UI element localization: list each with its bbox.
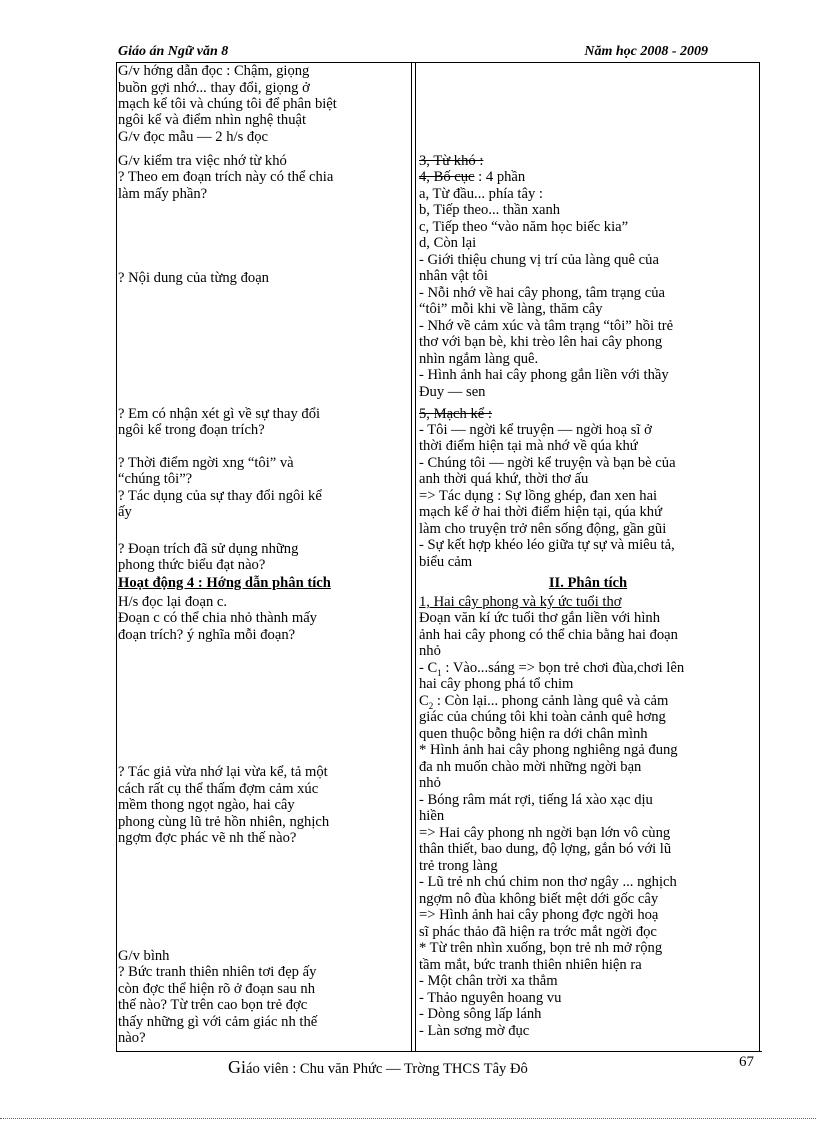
content-line [419,268,488,284]
content-line-text: thơ với bạn bè, khi trèo lên hai cây phong [419,334,663,350]
content-line-text: - Làn sơng mờ đục [419,1023,530,1039]
activity-line-text: “chúng tôi”? [118,471,193,487]
content-line-text: nhìn ngắm làng quê. [419,351,539,367]
content-line [419,759,641,775]
activity-line [118,1014,317,1030]
content-line-text: anh thời quá khứ, thời thơ ấu [419,471,589,487]
activity-line [118,830,296,846]
content-line [419,775,441,791]
activity-line-text: nào? [118,1030,146,1046]
activity-line [118,129,268,145]
page-header [116,44,760,63]
content-line-text: đa nh muốn chào mời những ngời bạn [419,759,642,775]
content-line-text: - Hình ảnh hai cây phong gắn liền với thầy [419,367,669,383]
content-line-tail: : 4 phần [474,169,526,185]
content-line-text: ảnh hai cây phong có thể chia bằng hai đoạn [419,627,678,643]
page-footer [228,1057,528,1078]
content-line-text: 4, Bố cục [419,169,475,185]
content-line [419,202,560,218]
content-line [419,726,648,742]
content-line [419,575,757,591]
activity-line-text: G/v hớng dẫn đọc : Chậm, giọng [118,63,310,79]
activity-line [118,610,317,626]
activity-line-text: G/v đọc mẫu — 2 h/s đọc [118,129,268,145]
content-line [419,186,543,202]
content-line-text: - Nỗi nhớ về hai cây phong, tâm trạng của [419,285,666,301]
content-line [419,940,662,956]
content-line-text: c, Tiếp theo “vào năm học biếc kia” [419,219,629,235]
content-line [419,825,670,841]
page-number: 67 [739,1054,754,1070]
table-divider [411,63,412,1052]
content-line-text: nhỏ [419,775,441,791]
content-line [419,957,642,973]
content-line [419,1023,529,1039]
activity-line-text: ? Tác giả vừa nhớ lại vừa kể, tả một [118,764,328,780]
content-line-text: 3, Từ khó : [419,153,484,169]
activity-line [118,981,315,997]
content-line [419,153,483,169]
activity-line [118,270,269,286]
content-line-text: - Thảo nguyên hoang vu [419,990,562,1006]
activity-line [118,627,295,643]
activity-line-text: phong thức biểu đạt nào? [118,557,266,573]
content-line-text: - Giới thiệu chung vị trí của làng quê của [419,252,659,268]
activity-line [118,764,328,780]
activity-line [118,112,306,128]
content-line-text: thân thiết, bao dung, độ lợng, gắn bó với lũ [419,841,672,857]
activity-line-text: còn đợc thể hiện rõ ở đoạn sau nh [118,981,315,997]
content-line [419,285,665,301]
activity-line [118,797,295,813]
activity-line-text: buồn gợi nhớ... thay đổi, giọng ở [118,80,310,96]
table-divider-inner [415,63,416,1052]
content-line-text: => Hai cây phong nh ngời bạn lớn vô cùng [419,825,671,841]
activity-line [118,997,307,1013]
table-border-right [759,63,760,1052]
activity-line-text: mềm thong ngọt ngào, hai cây [118,797,295,813]
activity-line-text: thế nào? Từ trên cao bọn trẻ đợc [118,997,308,1013]
content-line [419,709,666,725]
activity-line [118,63,309,79]
activity-line-text: ? Tác dụng của sự thay đổi ngôi kể [118,488,322,504]
activity-line-text: đoạn trích? ý nghĩa mỗi đoạn? [118,627,296,643]
content-line [419,1006,541,1022]
activity-line [118,948,169,964]
content-line [419,438,638,454]
content-line [419,874,677,890]
activity-line [118,781,318,797]
page-edge-line [0,1118,816,1119]
activity-line-text: G/v bình [118,948,170,964]
content-line [419,808,444,824]
content-line-text: - Sự kết hợp khéo léo giữa tự sự và miêu tả, [419,537,675,553]
activity-line [118,406,320,422]
content-line [419,219,628,235]
content-line [419,504,662,520]
content-line [419,627,678,643]
activity-line-text: Hoạt động 4 : Hớng dẫn phân tích [118,575,331,591]
content-line [419,235,476,251]
content-line [419,792,653,808]
content-line [419,891,658,907]
content-line [419,384,485,400]
activity-line-text: ? Theo em đoạn trích này có thể chia [118,169,334,185]
activity-line-text: cách rất cụ thể thấm đợm cảm xúc [118,781,319,797]
activity-line [118,471,192,487]
activity-line-text: Đoạn c có thể chia nhỏ thành mấy [118,610,317,626]
content-line [419,252,659,268]
activity-line [118,814,329,830]
content-line [419,858,498,874]
activity-line [118,575,331,591]
content-line [419,594,621,610]
content-line [419,351,538,367]
content-line-text: biểu cảm [419,554,473,570]
table-border-left [116,63,117,1052]
content-line-text: * Hình ảnh hai cây phong nghiêng ngả đung [419,742,678,758]
content-line-text: => Tác dụng : Sự lồng ghép, đan xen hai [419,488,658,504]
content-line-text: II. Phân tích [548,575,628,591]
activity-line-text: ? Nội dung của từng đoạn [118,270,269,286]
activity-line [118,422,265,438]
activity-line [118,964,316,980]
content-line-text: tầm mắt, bức tranh thiên nhiên hiện ra [419,957,642,973]
activity-line-text: G/v kiểm tra việc nhớ từ khó [118,153,287,169]
activity-line-text: ngôi kể trong đoạn trích? [118,422,265,438]
content-line-text: - Nhớ về cảm xúc và tâm trạng “tôi” hồi trẻ [419,318,674,334]
header-subject: Giáo án Ngữ văn 8 [118,44,229,59]
content-line [419,554,472,570]
table-border-bottom [116,1051,762,1052]
content-line [419,990,561,1006]
activity-line-text: ? Em có nhận xét gì về sự thay đổi [118,406,321,422]
content-line-text: 5, Mạch kể : [419,406,492,422]
content-line [419,488,657,504]
content-line-text: b, Tiếp theo... thần xanh [419,202,561,218]
footer-teacher: áo viên : Chu văn Phức — Trờng THCS Tây Đô [246,1061,528,1077]
activity-line [118,455,294,471]
content-line [419,406,492,422]
footer-prefix: Gi [228,1057,246,1077]
activity-line-text: ngôi kể và điểm nhìn nghệ thuật [118,112,307,128]
content-line [419,471,588,487]
lesson-table [116,63,762,1052]
content-line-text: * Từ trên nhìn xuống, bọn trẻ nh mở rộng [419,940,663,956]
activity-line-text: thấy những gì với cảm giác nh thế [118,1014,318,1030]
content-line [419,169,525,185]
activity-line [118,488,322,504]
content-line [419,301,603,317]
content-line: - $C_1$ : Vào...sáng => bọn trẻ chơi đùa,chơi lên [419,660,685,678]
content-line-text: sĩ phác thảo đã hiện ra trớc mắt ngời đọc [419,924,657,940]
content-line-text: a, Từ đầu... phía tây : [419,186,543,202]
activity-line-text: mạch kể tôi và chúng tôi để phân biệt [118,96,337,112]
content-line-text: ngợm nô đùa không biết mệt dới gốc cây [419,891,659,907]
content-line [419,643,441,659]
activity-line-text: ? Bức tranh thiên nhiên tơi đẹp ấy [118,964,317,980]
content-line-text: 1, Hai cây phong và ký ức tuổi thơ [419,594,622,610]
content-line [419,318,673,334]
content-line [419,610,660,626]
activity-line [118,541,298,557]
activity-line-text: ấy [118,504,132,520]
content-line-text: - Lũ trẻ nh chú chim non thơ ngây ... nghịch [419,874,677,890]
activity-line [118,504,132,520]
activity-line-text: ? Đoạn trích đã sử dụng những [118,541,299,557]
activity-line [118,186,207,202]
content-line-text: thời điểm hiện tại mà nhớ về qúa khứ [419,438,638,454]
content-line-text: quen thuộc bỗng hiện ra dới chân mình [419,726,648,742]
content-line [419,367,669,383]
content-line [419,521,666,537]
content-line [419,537,675,553]
content-line [419,907,658,923]
header-school-year: Năm học 2008 - 2009 [584,44,708,59]
content-line-text: => Hình ảnh hai cây phong đợc ngời hoạ [419,907,659,923]
content-line [419,924,657,940]
content-line [419,422,652,438]
content-line-text: hai cây phong phá tổ chim [419,676,574,692]
content-line-text: - Tôi — ngời kể truyện — ngời hoạ sĩ ở [419,422,652,438]
activity-line-text: phong cùng lũ trẻ hồn nhiên, nghịch [118,814,330,830]
activity-line [118,594,227,610]
activity-line-text: H/s đọc lại đoạn c. [118,594,228,610]
content-line [419,742,678,758]
content-line-text: Đuy — sen [419,384,486,400]
content-line-text: “tôi” mỗi khi về làng, thăm cây [419,301,603,317]
activity-line [118,557,265,573]
content-line-text: làm cho truyện trở nên sống động, gần gũi [419,521,667,537]
content-line-text: giác của chúng tôi khi toàn cảnh quê hơng [419,709,666,725]
activity-line-text: ? Thời điểm ngời xng “tôi” và [118,455,294,471]
activity-line [118,80,310,96]
activity-line-text: làm mấy phần? [118,186,208,202]
content-line-text: nhỏ [419,643,441,659]
content-line-text: mạch kể ở hai thời điểm hiện tại, qúa khứ [419,504,662,520]
activity-line [118,96,337,112]
content-line [419,676,573,692]
content-line-text: - Bóng râm mát rợi, tiếng lá xào xạc dịu [419,792,653,808]
content-line-text: Đoạn văn kí ức tuổi thơ gắn liền với hình [419,610,660,626]
content-line: $C_2$ : Còn lại... phong cảnh làng quê và cảm [419,693,669,711]
content-line [419,455,676,471]
activity-line [118,169,333,185]
content-line-text: d, Còn lại [419,235,477,251]
content-line [419,841,671,857]
content-line [419,973,558,989]
activity-line-text: ngợm đợc phác vẽ nh thế nào? [118,830,297,846]
content-line-text: nhân vật tôi [419,268,488,284]
content-line-text: trẻ trong làng [419,858,498,874]
content-line-text: - Chúng tôi — ngời kể truyện và bạn bè của [419,455,676,471]
activity-line [118,153,287,169]
activity-line [118,1030,146,1046]
content-line-text: hiền [419,808,445,824]
content-line-text: - Dòng sông lấp lánh [419,1006,542,1022]
content-line [419,334,662,350]
content-line-text: - Một chân trời xa thẳm [419,973,558,989]
